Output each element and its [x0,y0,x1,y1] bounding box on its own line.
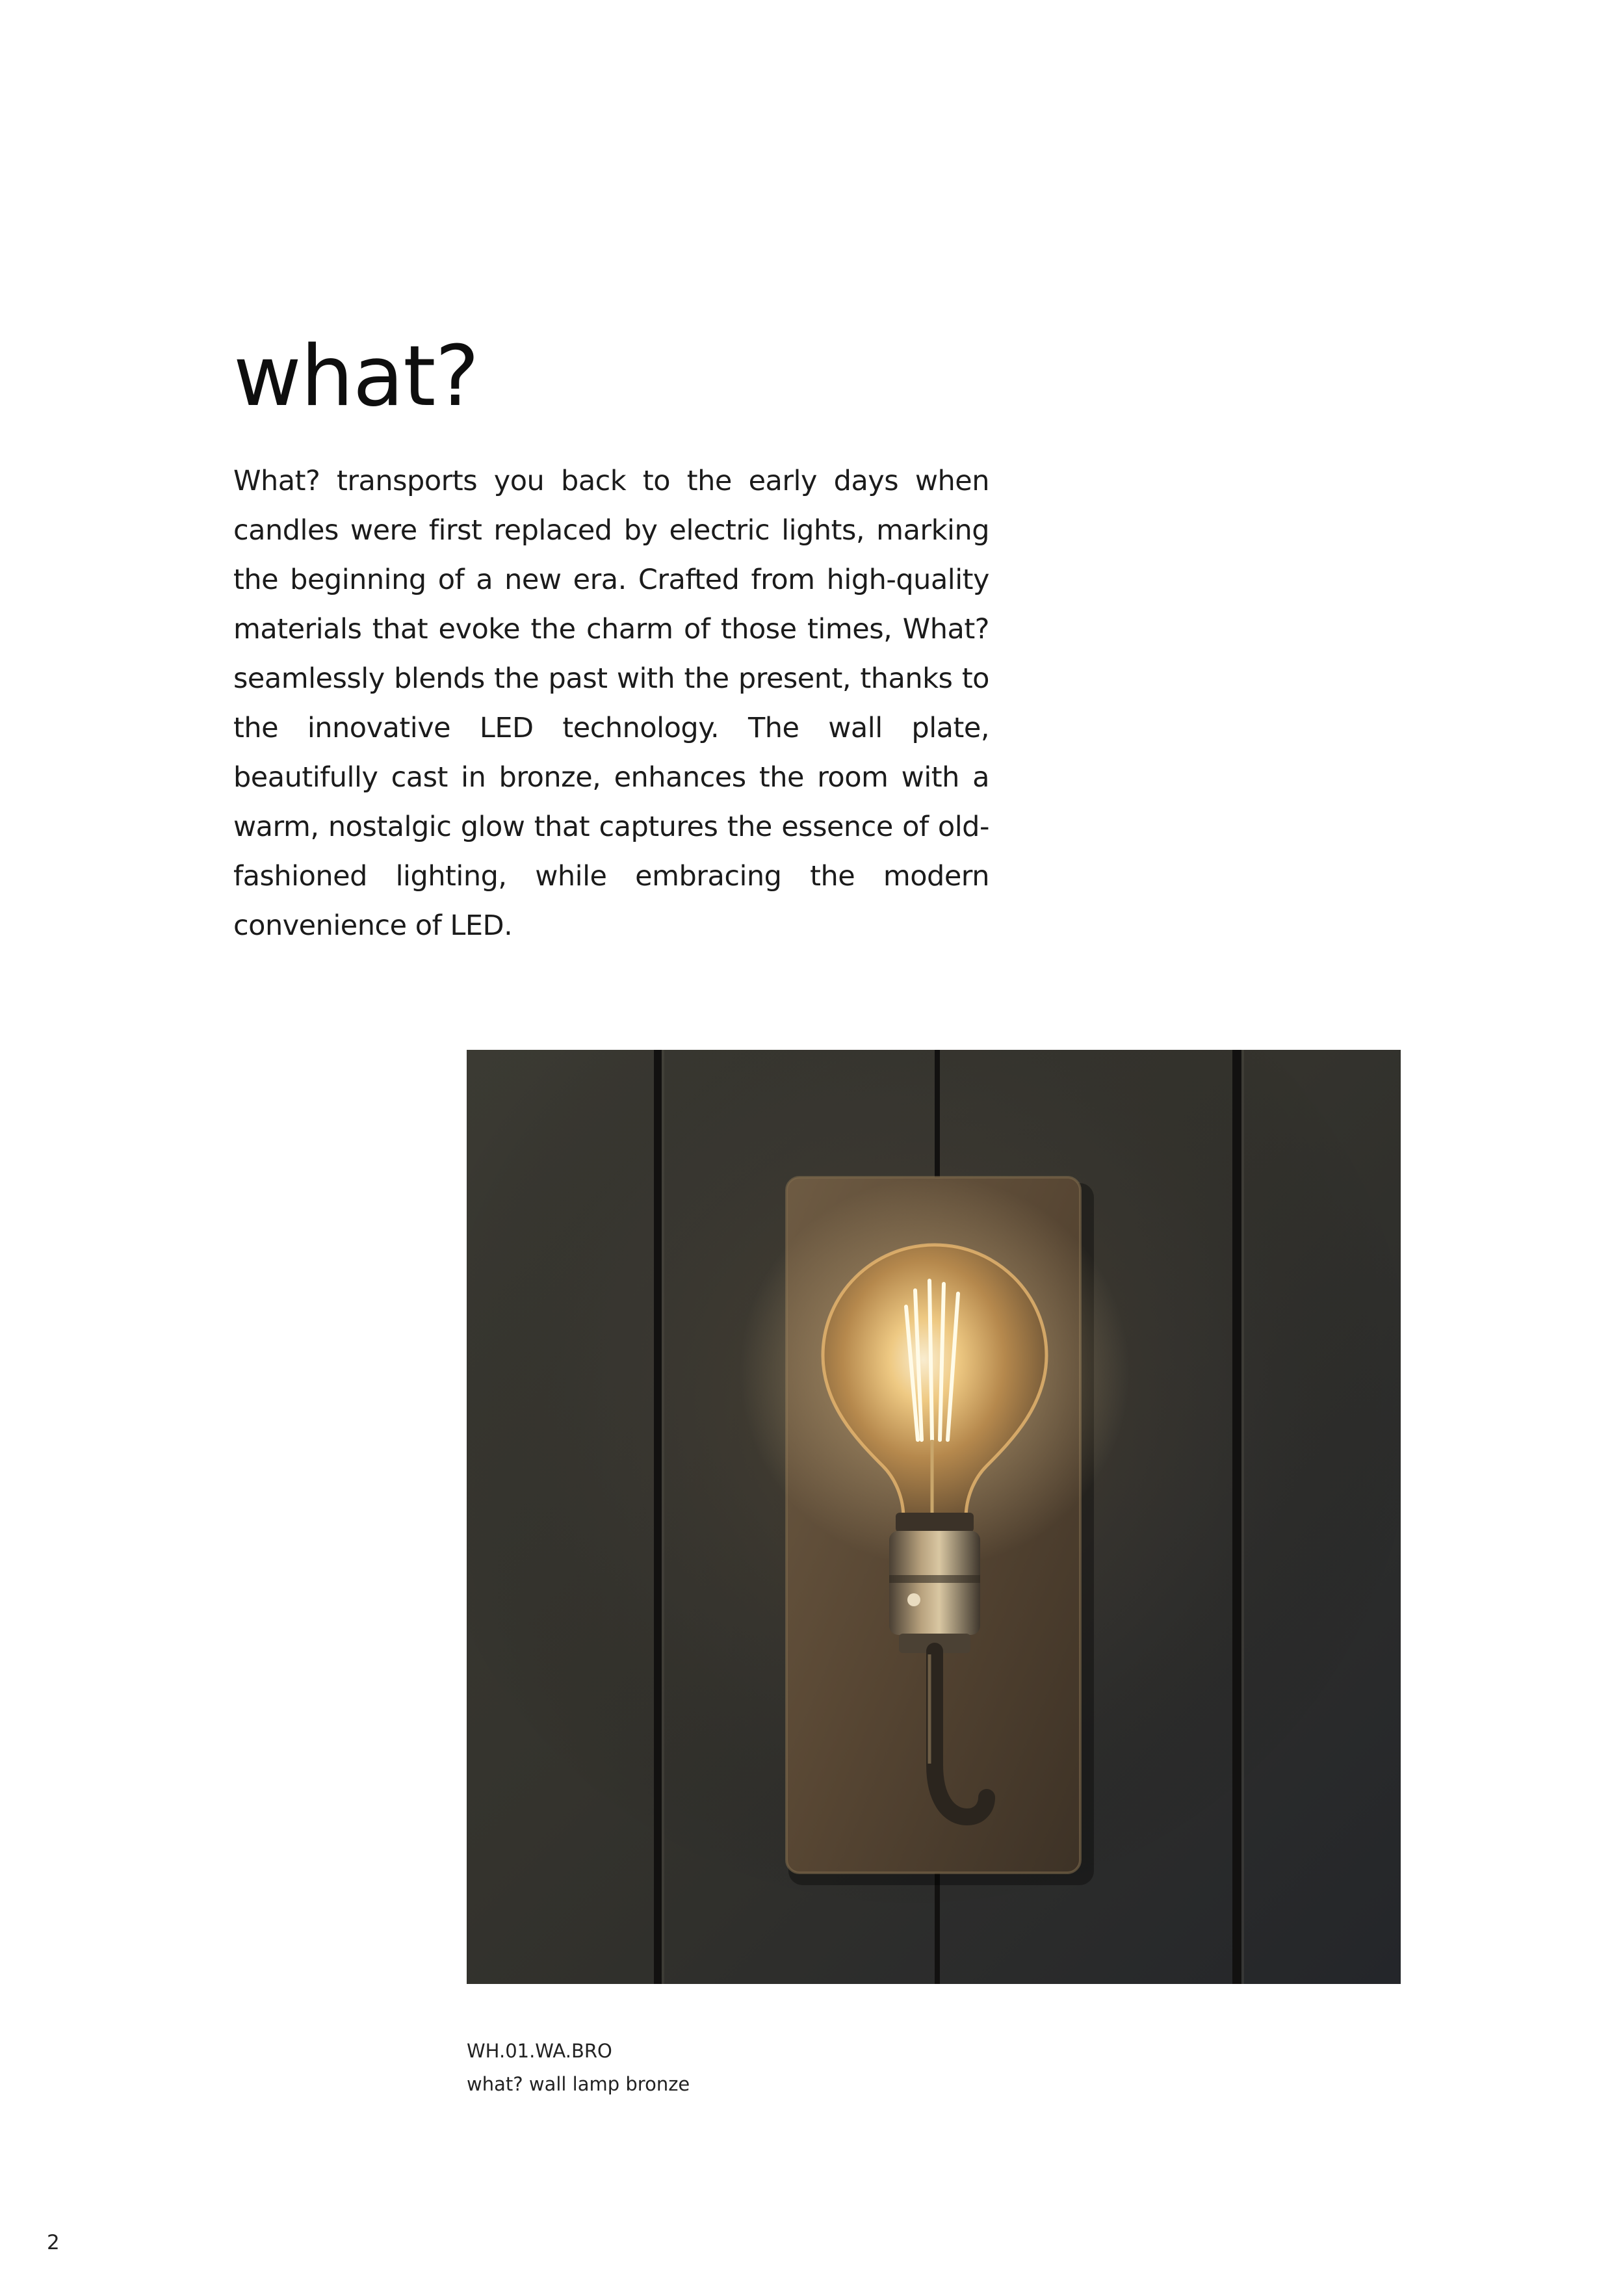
brass-socket [889,1513,980,1653]
product-name: what? wall lamp bronze [467,2073,690,2095]
wall-lamp-photo [467,1050,1401,1984]
product-code: WH.01.WA.BRO [467,2040,612,2062]
page-number: 2 [47,2231,60,2254]
product-caption [467,2035,690,2101]
page-title: what? [233,328,479,425]
product-description: What? transports you back to the early days when candles were first replaced by electric lights, marking the beginning of a new era. Crafted from high-quality materials that evoke the charm of those times, What? seamlessly blends the past with the present, thanks to the innovative LED technology. The wall plate, beautifully cast in bronze, enhances the room with a warm, nostalgic glow that captures the essence of old-fashioned lighting, while embracing the modern convenience of LED. [233,465,989,942]
